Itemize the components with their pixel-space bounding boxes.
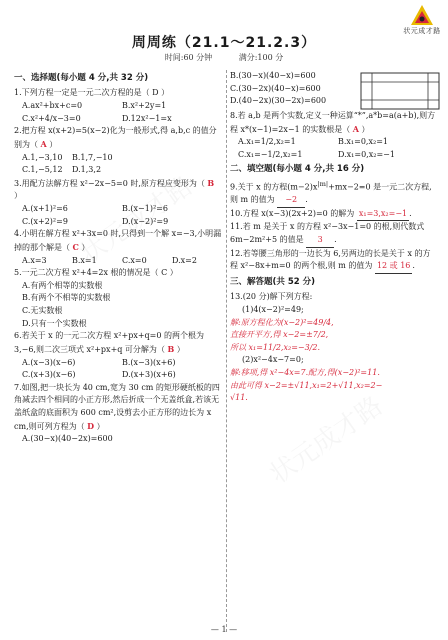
question-2: 2.把方程 x(x+2)=5(x−2)化为一般形式,得 a,b,c 的值分别为（ A ） A.1,−3,10 B.1,7,−10 C.1,−5,12 D.1,3,2 xyxy=(14,125,222,177)
question-stem: +mx−2=0 是一元二次方程,则 m 的值为 xyxy=(230,182,432,205)
question-stem: 5.一元二次方程 x²+4=2x 根的情况是（ C ） xyxy=(14,268,178,278)
option-a: A.1,−3,10 xyxy=(22,152,63,162)
option-c: C.无实数根 xyxy=(22,306,63,316)
question-12: 12.若等腰三角形的一边长为 6,另两边的长是关于 x 的方程 x²−8x+m=0 的两个根,则 m 的值为 12 或 16 . xyxy=(230,248,438,274)
question-7: 7.如图,把一块长为 40 cm,宽为 30 cm 的矩形硬纸板的四角减去四个相同的小正方形,然后折成一个无盖纸盒,若该无盖纸盒的底面积为 600 cm²,设剪去小正方形的边长为 x cm,则可列方程为（ D ） A.(30−x)(40−2x)=600 xyxy=(14,382,222,446)
option-d: D.(40−2x)(30−2x)=600 xyxy=(230,96,327,106)
question-11: 11.若 m 是关于 x 的方程 x²−3x−1=0 的根,则代数式 6m−2m²+5 的值是 3 . xyxy=(230,221,438,247)
time-limit: 时间:60 分钟 xyxy=(164,53,213,62)
question-stem: 8.若 a,b 是两个实数,定义一种运算“*”,a*b=a(a+b),则方程 x*(x−1)=2x−1 的实数根是 xyxy=(230,110,436,134)
option-a: A.x=3 xyxy=(22,255,47,265)
question-13-part-1: (1)4(x−2)²=49; xyxy=(242,304,304,314)
column-divider xyxy=(226,70,227,632)
options xyxy=(14,152,222,165)
option-c: C.(x+2)²=9 xyxy=(22,216,68,226)
options xyxy=(14,357,222,382)
option-c: C.(30−2x)(40−x)=600 xyxy=(230,83,321,93)
option-c: C.x²+4/x−3=0 xyxy=(22,113,81,123)
question-4: 4.小明在解方程 x²+3x=0 时,只得到一个解 x=−3,小明漏掉的那个解是（ C ） A.x=3 B.x=1 C.x=0 D.x=2 xyxy=(14,228,222,267)
option-b: B.(x−3)(x+6) xyxy=(122,357,176,367)
logo-text: 状元成才路 xyxy=(403,27,441,35)
option-d: D.1,3,2 xyxy=(72,165,102,175)
solution-line: 直接开平方,得 x−2=±7/2, xyxy=(230,330,329,340)
option-d: D.x₁=0,x₂=−1 xyxy=(338,149,395,159)
options xyxy=(14,164,222,177)
question-13-part-2: (2)x²−4x−7=0; xyxy=(242,355,304,365)
solution-line: 解:原方程化为(x−2)²=49/4, xyxy=(230,317,334,327)
option-a: A.(x+1)²=6 xyxy=(22,204,68,214)
page-title: 周周练（21.1～21.2.3） xyxy=(131,35,317,51)
option-a: A.x₁=1/2,x₂=1 xyxy=(238,137,296,147)
option-b: B.(30−x)(40−x)=600 xyxy=(230,71,316,80)
question-3: 3.用配方法解方程 x²−2x−5=0 时,原方程应变形为（ B ） A.(x+1)²=6 B.(x−1)²=6 C.(x+2)²=9 D.(x−2)²=9 xyxy=(14,177,222,229)
answer-mark: D xyxy=(87,420,95,431)
option-a: A.有两个相等的实数根 xyxy=(22,280,103,290)
question-stem: 4.小明在解方程 x²+3x=0 时,只得到一个解 x=−3,小明漏掉的那个解是 xyxy=(14,229,222,252)
options xyxy=(14,280,222,331)
option-b: B.x₁=0,x₂=1 xyxy=(338,137,388,147)
option-b: B.1,7,−10 xyxy=(72,152,113,162)
answer-mark: C xyxy=(72,241,79,252)
answer-blank: 3 xyxy=(306,234,334,248)
answer-mark: B xyxy=(167,343,175,354)
question-stem: 1.下列方程一定是一元二次方程的是（ D ） xyxy=(14,88,170,98)
answer-mark: A xyxy=(40,138,47,149)
section-title-choice: 一、选择题(每小题 4 分,共 32 分) xyxy=(14,73,149,83)
option-c: C.x=0 xyxy=(122,255,147,265)
question-stem: 7.如图,把一块长为 40 cm,宽为 30 cm 的矩形硬纸板的四角减去四个相同的小正方形,然后折成一个无盖纸盒,若该无盖纸盒的底面积为 600 cm²,设剪去小正方形的边长为 x cm,则可列方程为 xyxy=(14,382,220,431)
question-1 xyxy=(14,87,222,125)
exam-meta xyxy=(0,52,448,63)
question-9: 9.关于 x 的方程$(m-2)x^{|m|}+mx-2=0$ 是一元二次方程,则 m 的值为 −2 . xyxy=(230,179,438,208)
question-stem: 9.关于 x 的方程(m−2)x xyxy=(230,182,318,192)
option-d: D.x=2 xyxy=(172,255,197,265)
answer-mark: B xyxy=(207,177,215,188)
answer-blank: x₁=3,x₂=−1 xyxy=(357,208,409,222)
option-c: C.(x+3)(x−6) xyxy=(22,370,76,380)
answer-blank: −2 xyxy=(277,194,305,208)
cardboard-figure xyxy=(360,72,440,110)
option-b: B.(x−1)²=6 xyxy=(122,204,168,214)
left-column xyxy=(14,70,222,446)
solution-line: √11. xyxy=(230,393,248,403)
solution-line: 解:移项,得 x²−4x=7.配方,得(x−2)²=11. xyxy=(230,368,380,377)
option-d: D.(x+3)(x+6) xyxy=(122,370,176,380)
right-column xyxy=(230,70,438,405)
options xyxy=(14,433,222,446)
full-score: 满分:100 分 xyxy=(238,53,284,62)
question-6: 6.若关于 x 的一元二次方程 x²+px+q=0 的两个根为 3,−6,则二次三项式 x²+px+q 可分解为（ B ） A.(x−3)(x−6) B.(x−3)(x+6) C.(x+3)(x−6) D.(x+3)(x+6) xyxy=(14,330,222,382)
section-title-solve: 三、解答题(共 52 分) xyxy=(230,276,316,287)
logo-icon xyxy=(410,4,434,26)
solution-line: 所以 x₁=11/2,x₂=−3/2. xyxy=(230,342,321,352)
answer-mark: A xyxy=(352,123,360,134)
question-13: 13.(20 分)解下列方程: xyxy=(230,292,313,302)
option-a: A.(x−3)(x−6) xyxy=(22,357,76,367)
options xyxy=(230,136,438,161)
option-d: D.12x²−1=x xyxy=(122,113,172,123)
option-b: B.x=1 xyxy=(72,255,97,265)
question-stem: 3.用配方法解方程 x²−2x−5=0 时,原方程应变形为 xyxy=(14,178,197,188)
question-8: 8.若 a,b 是两个实数,定义一种运算“*”,a*b=a(a+b),则方程 x*(x−1)=2x−1 的实数根是（ A ） A.x₁=1/2,x₂=1 B.x₁=0,x₂=1 C.x₁=−1/2,x₂=1 D.x₁=0,x₂=−1 xyxy=(230,110,438,162)
option-a: A.ax²+bx+c=0 xyxy=(22,101,83,111)
question-stem: 12.若等腰三角形的一边长为 6,另两边的长是关于 x 的方程 x²−8x+m=0 的两个根,则 m 的值为 xyxy=(230,248,431,271)
options xyxy=(14,100,222,125)
option-d: D.(x−2)²=9 xyxy=(122,216,169,226)
options xyxy=(14,255,222,268)
option-b: B.有两个不相等的实数根 xyxy=(22,293,111,303)
question-10: 10.方程 x(x−3)(2x+2)=0 的解为 x₁=3,x₂=−1 . xyxy=(230,208,438,222)
question-stem: 6.若关于 x 的一元二次方程 x²+px+q=0 的两个根为 3,−6,则二次三项式 x²+px+q 可分解为 xyxy=(14,331,204,354)
section-title-fill: 二、填空题(每小题 4 分,共 16 分) xyxy=(230,164,365,175)
question-stem: 11.若 m 是关于 x 的方程 x²−3x−1=0 的根,则代数式 6m−2m²+5 的值是 xyxy=(230,222,425,244)
option-b: B.x²+2y=1 xyxy=(122,101,167,111)
options xyxy=(14,203,222,228)
option-c: C.1,−5,12 xyxy=(22,165,63,175)
option-d: D.只有一个实数根 xyxy=(22,318,87,328)
option-c: C.x₁=−1/2,x₂=1 xyxy=(238,149,303,159)
answer-blank: 12 或 16 xyxy=(375,260,412,274)
option-a: A.(30−x)(40−2x)=600 xyxy=(22,434,113,444)
question-stem: 10.方程 x(x−3)(2x+2)=0 的解为 xyxy=(230,208,355,218)
question-stem: 2.把方程 x(x+2)=5(x−2)化为一般形式,得 a,b,c 的值分别为 xyxy=(14,126,217,149)
page-number: — 1 — xyxy=(210,625,238,634)
question-5 xyxy=(14,267,222,330)
solution-line: 由此可得 x−2=±√11,x₁=2+√11,x₂=2− xyxy=(230,380,383,390)
